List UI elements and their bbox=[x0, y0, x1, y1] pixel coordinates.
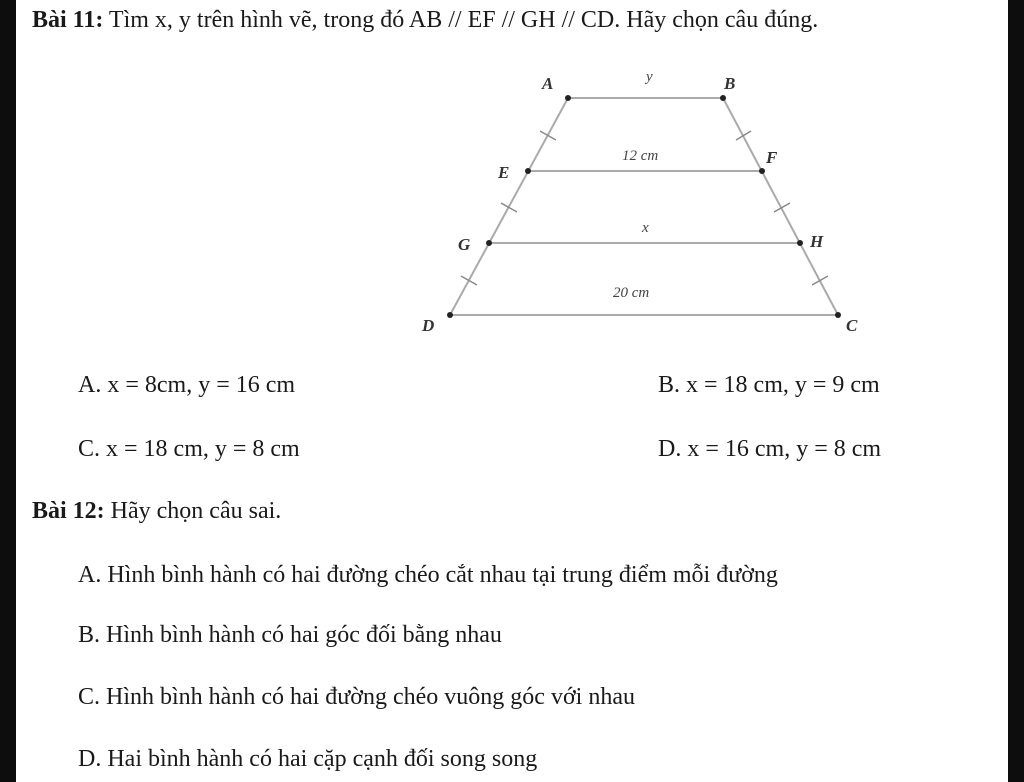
label-B: B bbox=[724, 74, 736, 93]
trapezoid-figure bbox=[16, 0, 1008, 360]
option-12-A: A. Hình bình hành có hai đường chéo cắt nhau tại trung điểm mỗi đường bbox=[78, 562, 778, 588]
measure-AB: y bbox=[646, 69, 653, 85]
problem-12-text: Hãy chọn câu sai. bbox=[110, 498, 282, 524]
side-AD bbox=[450, 98, 568, 315]
measure-EF: 12 cm bbox=[622, 148, 659, 164]
label-F: F bbox=[766, 148, 778, 167]
tick-AE bbox=[540, 131, 556, 140]
side-BC bbox=[723, 98, 838, 315]
point-A bbox=[565, 95, 571, 101]
option-11-B: B. x = 18 cm, y = 9 cm bbox=[658, 372, 880, 398]
option-11-C: C. x = 18 cm, y = 8 cm bbox=[78, 436, 300, 462]
left-border bbox=[0, 0, 16, 782]
problem-12-heading bbox=[32, 497, 281, 525]
tick-HC bbox=[812, 276, 828, 285]
problem-11-label: Bài 11: bbox=[32, 7, 104, 33]
right-border bbox=[1008, 0, 1024, 782]
option-12-C: C. Hình bình hành có hai đường chéo vuông góc với nhau bbox=[78, 684, 635, 710]
tick-EG bbox=[501, 203, 517, 212]
tick-GD bbox=[461, 276, 477, 285]
label-C: C bbox=[846, 316, 858, 335]
label-A: A bbox=[542, 74, 554, 93]
measure-DC: 20 cm bbox=[613, 285, 650, 301]
point-F bbox=[759, 168, 765, 174]
point-C bbox=[835, 312, 841, 318]
label-H: H bbox=[810, 232, 824, 251]
option-12-D: D. Hai bình hành có hai cặp cạnh đối song song bbox=[78, 746, 538, 772]
measure-GH: x bbox=[642, 220, 649, 236]
problem-11-text: Tìm x, y trên hình vẽ, trong đó AB // EF // GH // CD. Hãy chọn câu đúng. bbox=[108, 7, 819, 33]
option-11-D: D. x = 16 cm, y = 8 cm bbox=[658, 436, 882, 462]
point-D bbox=[447, 312, 453, 318]
point-H bbox=[797, 240, 803, 246]
worksheet-page bbox=[16, 0, 1008, 782]
point-G bbox=[486, 240, 492, 246]
option-11-A: A. x = 8cm, y = 16 cm bbox=[78, 372, 296, 398]
label-D: D bbox=[422, 316, 435, 335]
point-B bbox=[720, 95, 726, 101]
point-E bbox=[525, 168, 531, 174]
problem-12-label: Bài 12: bbox=[32, 498, 105, 524]
option-12-B: B. Hình bình hành có hai góc đối bằng nhau bbox=[78, 622, 502, 648]
label-G: G bbox=[458, 235, 471, 254]
label-E: E bbox=[498, 163, 510, 182]
